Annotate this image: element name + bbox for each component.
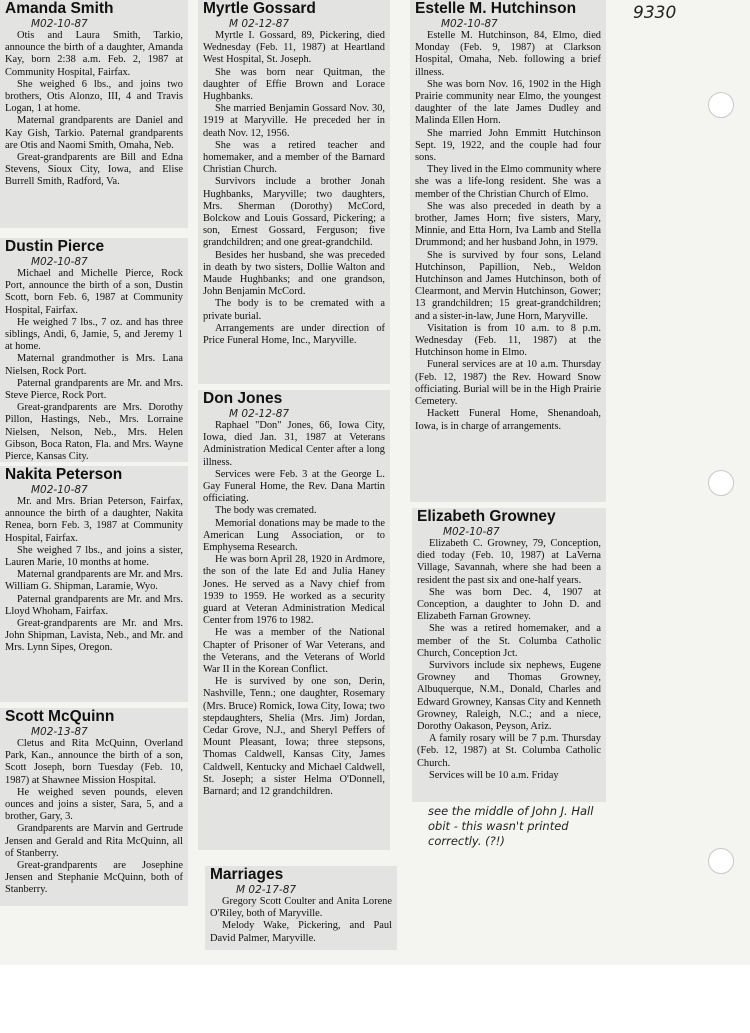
- paragraph: Melody Wake, Pickering, and Paul David Palmer, Maryville.: [210, 920, 392, 944]
- clipping-elizabeth-growney: [412, 508, 606, 802]
- paragraph: He was a member of the National Chapter of Prisoner of War Veterans, and the Veterans, and the Veterans of World War II in the Korean Conflict.: [203, 627, 385, 676]
- paragraph: She weighed 7 lbs., and joins a sister, Lauren Marie, 10 months at home.: [5, 544, 183, 569]
- clipping-nakita-peterson: [0, 466, 188, 702]
- paragraph: Maternal grandmother is Mrs. Lana Nielsen, Rock Port.: [5, 353, 183, 377]
- clipping-title: Estelle M. Hutchinson: [415, 0, 577, 17]
- paragraph: Paternal grandparents are Mr. and Mrs. Steve Pierce, Rock Port.: [5, 377, 183, 402]
- paragraph: Paternal grandparents are Mr. and Mrs. Lloyd Whoham, Fairfax.: [5, 593, 183, 617]
- paragraph: Gregory Scott Coulter and Anita Lorene O'Riley, both of Maryville.: [210, 896, 392, 920]
- paragraph: She is survived by four sons, Leland Hutchinson, Papillion, Neb., Weldon Hutchinson and James Hutchinson, both of Clearmont, and Mervin Hutchinson, Gower; 13 grandchildren; 15 great-grandchildren; and a sister-in-law, June Horn, Maryville.: [415, 249, 601, 322]
- paragraph: They lived in the Elmo community where she was a life-long resident. She was a member of the Christian Church of Elmo.: [415, 164, 601, 200]
- paragraph: Memorial donations may be made to the American Lung Association, or to Emphysema Research.: [203, 517, 385, 554]
- clipping-scott-mcquinn: [0, 708, 188, 906]
- clipping-date: M02-10-87: [443, 526, 500, 538]
- clipping-title: Amanda Smith: [5, 0, 114, 17]
- paragraph: He weighed seven pounds, eleven ounces and joins a sister, Sara, 5, and a brother, Gary, 3.: [5, 786, 183, 823]
- paragraph: Funeral services are at 10 a.m. Thursday (Feb. 12, 1987) the Rev. Howard Snow officiating. Burial will be in the High Prairie Cemetery.: [415, 359, 601, 408]
- paragraph: Maternal grandparents are Mr. and Mrs. William G. Shipman, Laramie, Wyo.: [5, 569, 183, 593]
- clipping-dustin-pierce: [0, 238, 188, 462]
- clipping-title: Dustin Pierce: [5, 238, 105, 255]
- paragraph: Otis and Laura Smith, Tarkio, announce the birth of a daughter, Amanda Kay, born 2:38 a.m. Feb. 2, 1987 at Community Hospital, Fairfax.: [5, 30, 183, 78]
- clipping-title: Nakita Peterson: [5, 466, 123, 483]
- paragraph: Great-grandparents are Mrs. Dorothy Pillon, Hastings, Neb., Mrs. Lorraine Nielsen, Nelson, Neb., Mrs. Helen Gibson, Boca Raton, Fla. and Mrs. Wayne Pierce, Kansas City.: [5, 402, 183, 462]
- paragraph: The body was cremated.: [215, 505, 317, 517]
- clipping-title: Scott McQuinn: [5, 708, 115, 725]
- paragraph: Elizabeth C. Growney, 79, Conception, died today (Feb. 10, 1987) at LaVerna Village, Savannah, where she had been a resident the past six and one-half years.: [417, 538, 601, 586]
- paragraph: She was also preceded in death by a brother, James Horn; five sisters, Mary, Minnie, and Etta Horn, Iva Lamb and Stella Drummond; and her husband John, in 1979.: [415, 200, 601, 249]
- paragraph: Great-grandparents are Mr. and Mrs. John Shipman, Lavista, Neb., and Mr. and Mrs. Lynn Sipes, Oregon.: [5, 618, 183, 654]
- paragraph: She was born Nov. 16, 1902 in the High Prairie community near Elmo, the youngest daughter of the late James Dudley and Malinda Ellen Horn.: [415, 78, 601, 127]
- paragraph: He weighed 7 lbs., 7 oz. and has three siblings, Andi, 6, Jamie, 5, and Jeremy 1 at home.: [5, 316, 183, 353]
- paragraph: Mr. and Mrs. Brian Peterson, Fairfax, announce the birth of a daughter, Nakita Renea, born Feb. 3, 1987 at Community Hospital, Fairfax.: [5, 496, 183, 544]
- paragraph: She was a retired homemaker, and a member of the St. Columba Catholic Church, Conception Jct.: [417, 623, 601, 659]
- paragraph: The body is to be cremated with a private burial.: [203, 298, 385, 322]
- clipping-title: Myrtle Gossard: [203, 0, 316, 17]
- paragraph: Arrangements are under direction of Price Funeral Home, Inc., Maryville.: [203, 322, 385, 347]
- clipping-date: M 02-17-87: [236, 884, 297, 896]
- clipping-title: Marriages: [210, 866, 284, 883]
- handwritten-note: see the middle of John J. Hall obit - this wasn't printed correctly. (?!): [428, 804, 594, 848]
- paragraph: She was a retired teacher and homemaker, and a member of the Barnard Christian Church.: [203, 139, 385, 176]
- page-number: 9330: [633, 3, 677, 23]
- paragraph: Myrtle I. Gossard, 89, Pickering, died Wednesday (Feb. 11, 1987) at Heartland West Hospital, St. Joseph.: [203, 30, 385, 66]
- clipping-date: M 02-12-87: [229, 18, 290, 30]
- clipping-date: M02-10-87: [441, 18, 498, 30]
- paragraph: She married John Emmitt Hutchinson Sept. 19, 1922, and the couple had four sons.: [415, 127, 601, 164]
- paragraph: Services were Feb. 3 at the George L. Gay Funeral Home, the Rev. Dana Martin officiating.: [203, 468, 385, 505]
- paragraph: He was born April 28, 1920 in Ardmore, the son of the late Ed and Julia Haney Jones. He served as a Navy chief from 1939 to 1959. He worked as a security guard at Veteran Administration Medical Center from 1976 to 1982.: [203, 554, 385, 627]
- paragraph: Survivors include six nephews, Eugene Growney and Thomas Growney, Albuquerque, N.M., Donald, Charles and Edward Growney, Kansas City and Kenneth Growney, Raleigh, N.C.; and a niece, Dorothy Oakason, Peyson, Ariz.: [417, 660, 602, 733]
- clipping-don-jones: [198, 390, 390, 850]
- paragraph: Great-grandparents are Bill and Edna Stevens, Sioux City, Iowa, and Elise Burrell Smith, Radford, Va.: [5, 152, 183, 188]
- paragraph: Maternal grandparents are Daniel and Kay Gish, Tarkio. Paternal grandparents are Otis and Naomi Smith, Omaha, Neb.: [5, 115, 183, 151]
- paragraph: She was born Dec. 4, 1907 at Conception, a daughter to John D. and Elizabeth Farnan Growney.: [417, 586, 601, 623]
- binder-hole-bottom: [708, 848, 734, 874]
- clipping-myrtle-gossard: [198, 0, 390, 384]
- clipping-title: Don Jones: [203, 390, 283, 407]
- paragraph: Hackett Funeral Home, Shenandoah, Iowa, is in charge of arrangements.: [415, 408, 601, 432]
- paragraph: Michael and Michelle Pierce, Rock Port, announce the birth of a son, Dustin Scott, born Feb. 6, 1987 at Community Hospital, Fairfax.: [5, 268, 183, 316]
- paragraph: She married Benjamin Gossard Nov. 30, 1919 at Maryville. He preceded her in death Nov. 12, 1956.: [203, 103, 385, 139]
- paragraph: Raphael "Don" Jones, 66, Iowa City, Iowa, died Jan. 31, 1987 at Veterans Administration Medical Center after a long illness.: [203, 420, 385, 468]
- paragraph: Grandparents are Marvin and Gertrude Jensen and Gerald and Rita McQuinn, all of Stanberry.: [5, 823, 183, 859]
- paragraph: She was born near Quitman, the daughter of Effie Brown and Lorace Hughbanks.: [203, 66, 385, 103]
- paragraph: Services will be 10 a.m. Friday: [429, 769, 559, 781]
- binder-hole-top: [708, 92, 734, 118]
- clipping-title: Elizabeth Growney: [417, 508, 556, 525]
- binder-hole-middle: [708, 470, 734, 496]
- clipping-date: M02-10-87: [31, 484, 88, 496]
- paragraph: Great-grandparents are Josephine Jensen and Stephanie McQuinn, both of Stanberry.: [5, 860, 183, 896]
- paragraph: A family rosary will be 7 p.m. Thursday (Feb. 12, 1987) at St. Columba Catholic Church.: [417, 733, 601, 769]
- clipping-marriages: [205, 866, 397, 950]
- clipping-date: M02-13-87: [31, 726, 88, 738]
- clipping-estelle-hutchinson: [410, 0, 606, 502]
- paragraph: He is survived by one son, Derin, Nashville, Tenn.; one daughter, Rosemary (Mrs. Bruce) Romick, Iowa City, Iowa; two stepdaughters, Shelia (Mrs. Jim) Jordan, Cedar Grove, N.J., and Sheryl Peffers of Mount Pleasant, Iowa; three stepsons, Thomas Caldwell, Kansas City, James Caldwell, Kentucky and Michael Caldwell, St. Joseph; a sister Helma O'Donnell, Barnard; and 12 grandchildren.: [203, 676, 385, 798]
- paragraph: Visitation is from 10 a.m. to 8 p.m. Wednesday (Feb. 11, 1987) at the Hutchinson home in Elmo.: [415, 322, 601, 359]
- paragraph: Besides her husband, she was preceded in death by two sisters, Dollie Walton and Maude Hughbanks; and one grandson, John Benjamin McCord.: [203, 249, 385, 298]
- paragraph: She weighed 6 lbs., and joins two brothers, Otis Alonzo, III, 4 and Travis Logan, 1 at home.: [5, 78, 183, 115]
- clipping-date: M02-10-87: [31, 18, 88, 30]
- paragraph: Cletus and Rita McQuinn, Overland Park, Kan., announce the birth of a son, Scott Joseph, born Tuesday (Feb. 10, 1987) at Shawnee Mission Hospital.: [5, 738, 183, 786]
- paragraph: Estelle M. Hutchinson, 84, Elmo, died Monday (Feb. 9, 1987) at Clarkson Hospital, Omaha, Neb. following a brief illness.: [415, 30, 601, 78]
- clipping-date: M02-10-87: [31, 256, 88, 268]
- clipping-amanda-smith: [0, 0, 188, 228]
- clipping-date: M 02-12-87: [229, 408, 290, 420]
- paragraph: Survivors include a brother Jonah Hughbanks, Maryville; two daughters, Mrs. Sherman (Dorothy) McCord, Bolckow and Louis Gossard, Pickering; a son, Ernest Gossard, Ferguson; five grandchildren; and one great-grandchild.: [203, 176, 385, 249]
